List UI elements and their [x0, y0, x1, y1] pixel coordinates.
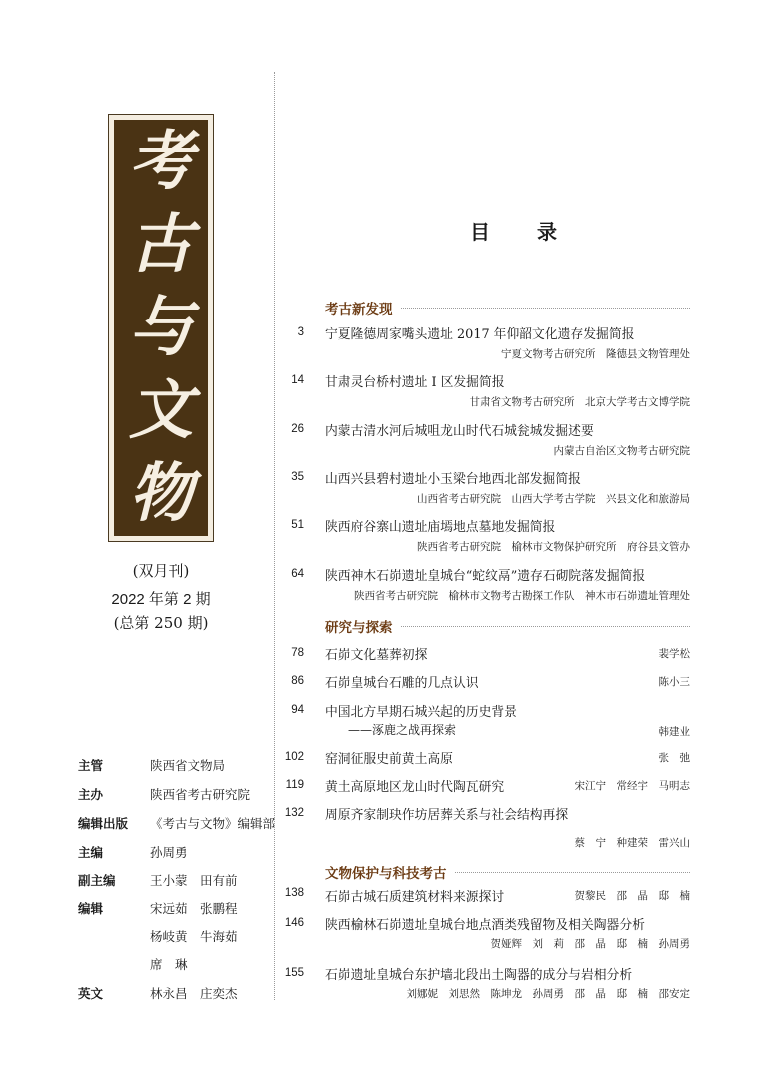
article-authors: 陈小三 [658, 676, 690, 688]
article-title[interactable]: 窑洞征服史前黄土高原 [325, 752, 453, 767]
article-title[interactable]: 石峁皇城台石雕的几点认识 [325, 676, 479, 691]
section-rule [401, 308, 691, 309]
article-page: 14 [291, 374, 304, 386]
article-page: 132 [284, 807, 304, 819]
masthead-panel [114, 120, 208, 536]
article-authors: 贺黎民 邵 晶 邸 楠 [574, 890, 690, 902]
article-page: 146 [284, 917, 304, 929]
article-authors: 张 弛 [658, 752, 690, 764]
column-divider [274, 72, 275, 1000]
staff-role [78, 955, 142, 973]
section-heading [325, 298, 690, 318]
article-title[interactable]: 陕西榆林石峁遗址皇城台地点酒类残留物及相关陶器分析 [325, 918, 645, 933]
article-authors: 甘肃省文物考古研究所 北京大学考古文博学院 [469, 396, 690, 408]
masthead-logo [108, 114, 214, 542]
masthead-char: 物 [129, 456, 193, 532]
article-authors: 裴学松 [658, 648, 690, 660]
article-page: 86 [291, 675, 304, 687]
staff-role: 副主编 [78, 873, 116, 888]
issue-total: (总第 250 期) [113, 614, 209, 632]
article-title[interactable]: 内蒙古清水河后城咀龙山时代石城瓮城发掘述要 [325, 424, 594, 439]
article-title[interactable]: 宁夏隆德周家嘴头遗址 2017 年仰韶文化遗存发掘简报 [325, 327, 635, 342]
staff-row [78, 927, 278, 945]
section-rule [401, 626, 691, 627]
staff-role: 编辑 [78, 901, 104, 916]
staff-row [78, 843, 278, 861]
article-authors: 陕西省考古研究院 榆林市文物考古勘探工作队 神木市石峁遗址管理处 [354, 590, 690, 602]
article-title[interactable]: 中国北方早期石城兴起的历史背景 [325, 705, 517, 720]
staff-row [78, 756, 278, 774]
article-title[interactable]: 石峁文化墓葬初探 [325, 648, 428, 663]
staff-value: 陕西省文物局 [150, 758, 226, 773]
article-authors: 韩建业 [658, 726, 690, 738]
article-title[interactable]: 黄土高原地区龙山时代陶瓦研究 [325, 780, 505, 795]
article-authors: 宋江宁 常经宇 马明志 [574, 780, 690, 792]
article-subtitle: ——涿鹿之战再探索 [348, 723, 457, 737]
article-authors: 蔡 宁 种建荣 雷兴山 [574, 837, 690, 849]
issue-number: 2022 年第 2 期 [111, 591, 211, 608]
staff-row [78, 955, 278, 973]
masthead-char: 古 [129, 206, 193, 282]
article-title[interactable]: 陕西府谷寨山遗址庙墕地点墓地发掘简报 [325, 520, 556, 535]
article-page: 64 [291, 568, 304, 580]
article-title[interactable]: 石峁遗址皇城台东护墙北段出土陶器的成分与岩相分析 [325, 968, 633, 983]
staff-value: 宋远茹 张鹏程 [150, 901, 238, 916]
staff-row [78, 871, 278, 889]
staff-value: 席 琳 [150, 957, 188, 972]
section-title: 研究与探索 [325, 620, 393, 636]
article-page: 94 [291, 704, 304, 716]
article-title[interactable]: 甘肃灵台桥村遗址 Ⅰ 区发掘简报 [325, 375, 505, 390]
masthead-char: 文 [129, 373, 193, 449]
article-title[interactable]: 石峁古城石质建筑材料来源探讨 [325, 890, 505, 905]
issue-frequency: (双月刊) [132, 562, 190, 580]
article-page: 119 [285, 779, 304, 791]
staff-role: 主编 [78, 845, 104, 860]
article-authors: 贺娅辉 刘 莉 邵 晶 邸 楠 孙周勇 [490, 938, 690, 950]
staff-role: 英文 [78, 986, 104, 1001]
staff-role: 编辑出版 [78, 816, 129, 831]
article-page: 155 [284, 967, 304, 979]
article-page: 138 [284, 887, 304, 899]
staff-value: 林永昌 庄奕杰 [150, 986, 238, 1001]
article-authors: 陕西省考古研究院 榆林市文物保护研究所 府谷县文管办 [417, 541, 690, 553]
section-title: 考古新发现 [325, 302, 393, 318]
section-heading [325, 616, 690, 636]
staff-value: 《考古与文物》编辑部 [150, 816, 276, 831]
section-rule [455, 872, 691, 873]
staff-value: 杨岐黄 牛海茹 [150, 929, 238, 944]
staff-row [78, 984, 278, 1002]
staff-role: 主办 [78, 787, 104, 802]
article-authors: 宁夏文物考古研究所 隆德县文物管理处 [501, 348, 690, 360]
article-page: 78 [291, 647, 304, 659]
article-page: 51 [291, 519, 304, 531]
article-authors: 刘娜妮 刘思然 陈坤龙 孙周勇 邵 晶 邸 楠 邵安定 [406, 988, 690, 1000]
masthead-char: 考 [129, 123, 193, 199]
article-title[interactable]: 周原齐家制玦作坊居葬关系与社会结构再探 [325, 808, 569, 823]
article-authors: 内蒙古自治区文物考古研究院 [553, 445, 690, 457]
staff-value: 陕西省考古研究院 [150, 787, 251, 802]
toc-title: 目 录 [470, 220, 577, 244]
article-page: 3 [297, 326, 304, 338]
staff-value: 王小蒙 田有前 [150, 873, 238, 888]
staff-role: 主管 [78, 758, 104, 773]
article-authors: 山西省考古研究院 山西大学考古学院 兴县文化和旅游局 [417, 493, 690, 505]
section-heading [325, 862, 690, 882]
article-title[interactable]: 陕西神木石峁遗址皇城台“蛇纹鬲”遗存石砌院落发掘简报 [325, 569, 646, 584]
article-title[interactable]: 山西兴县碧村遗址小玉梁台地西北部发掘简报 [325, 472, 581, 487]
staff-row [78, 899, 278, 917]
staff-row [78, 814, 278, 832]
article-page: 35 [291, 471, 304, 483]
staff-role [78, 927, 142, 945]
article-page: 102 [284, 751, 304, 763]
masthead-char: 与 [129, 289, 193, 365]
staff-value: 孙周勇 [150, 845, 188, 860]
section-title: 文物保护与科技考古 [325, 866, 447, 882]
article-page: 26 [291, 423, 304, 435]
staff-row [78, 785, 278, 803]
